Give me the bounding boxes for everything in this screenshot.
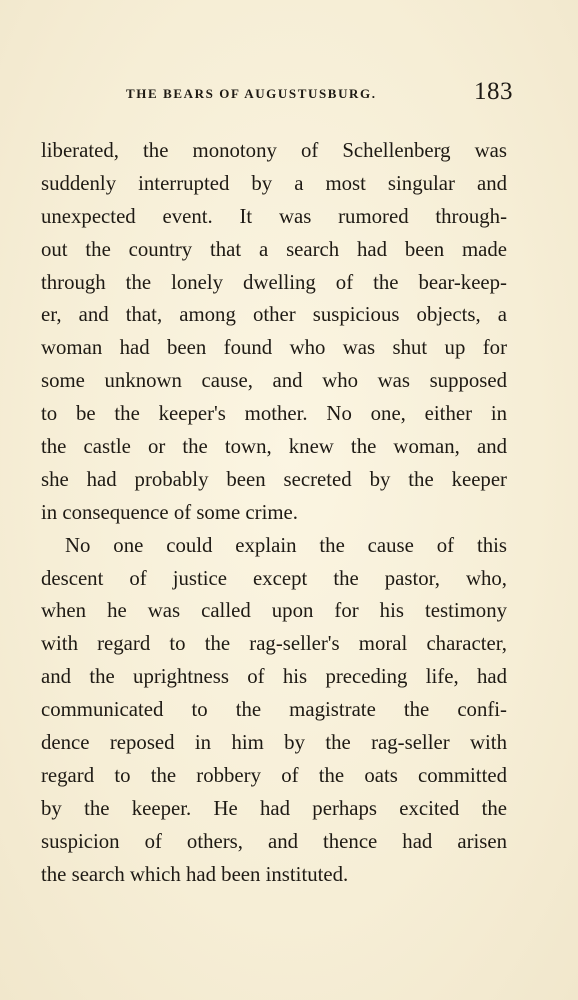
text-line: and the uprightness of his preceding life, had	[41, 665, 507, 689]
text-line: No one could explain the cause of this	[65, 533, 507, 557]
text-line: she had probably been secreted by the keeper	[41, 467, 507, 491]
text-line: er, and that, among other suspicious objects, a	[41, 303, 507, 327]
running-head	[118, 78, 518, 108]
text-line: out the country that a search had been made	[41, 237, 507, 261]
text-line: woman had been found who was shut up for	[41, 336, 507, 360]
text-line: suspicion of others, and thence had arisen	[41, 829, 507, 853]
text-line: regard to the robbery of the oats committed	[41, 763, 507, 787]
text-line: by the keeper. He had perhaps excited the	[41, 796, 507, 820]
text-line: liberated, the monotony of Schellenberg was	[41, 139, 507, 162]
text-line: descent of justice except the pastor, who,	[41, 566, 507, 590]
text-line: the castle or the town, knew the woman, and	[41, 435, 507, 459]
text-line: when he was called upon for his testimony	[41, 599, 507, 623]
text-line: communicated to the magistrate the confi-	[41, 698, 507, 722]
text-line: with regard to the rag-seller's moral character,	[41, 632, 507, 656]
text-line: unexpected event. It was rumored through-	[41, 204, 507, 228]
paragraph-1	[41, 135, 507, 530]
page-number: 183	[474, 78, 513, 105]
text-line: to be the keeper's mother. No one, either in	[41, 402, 507, 426]
text-line: the search which had been instituted.	[41, 862, 349, 886]
running-title: THE BEARS OF AUGUSTUSBURG.	[126, 86, 377, 101]
text-line: dence reposed in him by the rag-seller with	[41, 731, 507, 755]
paragraph-2	[41, 530, 507, 892]
text-line: in consequence of some crime.	[41, 500, 298, 524]
body-text	[41, 135, 507, 891]
text-line: suddenly interrupted by a most singular and	[41, 171, 507, 195]
text-line: through the lonely dwelling of the bear-keep-	[41, 270, 507, 294]
text-line: some unknown cause, and who was supposed	[41, 369, 507, 393]
